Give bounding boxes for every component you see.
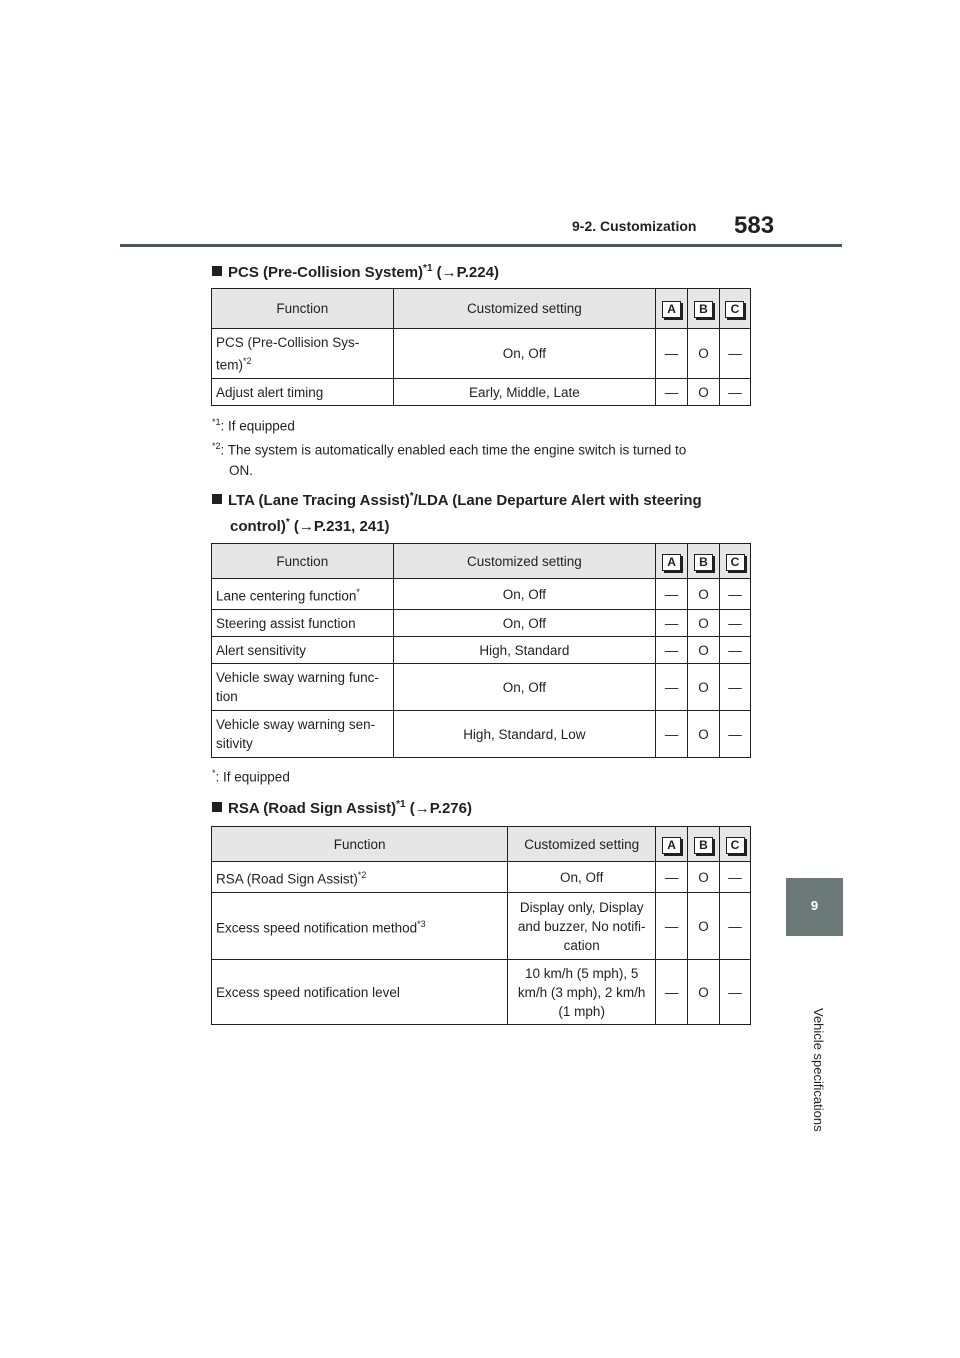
function-text: Excess speed notification method — [216, 920, 418, 936]
function-cell: Adjust alert timing — [212, 379, 394, 406]
table-header-row — [212, 544, 751, 579]
table-row — [212, 379, 751, 406]
section-heading-lta-line2: control)* (→P.231, 241) — [230, 517, 390, 535]
cell-c: — — [720, 579, 751, 610]
footnote — [212, 763, 290, 788]
column-header-setting: Customized setting — [508, 827, 656, 862]
section-heading-rsa: RSA (Road Sign Assist)$^{*1}$ (→P.276) — [212, 792, 472, 822]
function-cell: Excess speed notification level — [212, 960, 508, 1025]
table-header-row — [212, 827, 751, 862]
table-row — [212, 893, 751, 960]
table-row — [212, 862, 751, 893]
column-header-setting: Customized setting — [393, 289, 655, 329]
column-b-icon: B — [694, 301, 713, 318]
footnote-mark: *2 — [212, 441, 221, 451]
setting-cell: On, Off — [393, 664, 655, 711]
cell-a: — — [656, 862, 688, 893]
cell-a: — — [656, 637, 688, 664]
column-b-icon: B — [694, 837, 713, 854]
cell-c: — — [720, 862, 751, 893]
chapter-number: 9 — [810, 898, 819, 913]
function-cell — [212, 893, 508, 960]
footnote-text: : If equipped — [220, 418, 295, 434]
section-title-line2: control) — [230, 518, 286, 535]
column-header-b — [688, 827, 720, 862]
function-cell — [212, 862, 508, 893]
function-text: RSA (Road Sign Assist) — [216, 871, 358, 887]
superscript-mark: *1 — [396, 799, 406, 810]
setting-cell: On, Off — [393, 579, 655, 610]
arrow-right-icon: → — [441, 264, 457, 281]
setting-cell: High, Standard — [393, 637, 655, 664]
cell-b: O — [688, 579, 720, 610]
page-number: 583 — [734, 212, 775, 239]
function-text-line2: tem) — [216, 357, 243, 373]
column-header-a — [656, 827, 688, 862]
superscript-mark: *3 — [417, 918, 426, 929]
setting-text-line2: km/h (3 mph), 2 km/h — [517, 984, 646, 1000]
setting-cell: Early, Middle, Late — [393, 379, 655, 406]
cell-c: — — [719, 379, 750, 406]
cell-a: — — [656, 329, 688, 379]
page-reference-link[interactable]: P.224) — [456, 264, 499, 281]
setting-text: Display only, Display — [519, 899, 644, 915]
function-text: PCS (Pre-Collision Sys- — [216, 334, 360, 350]
pcs-settings-table — [211, 288, 751, 406]
header-divider — [120, 244, 842, 247]
cell-b: O — [688, 862, 720, 893]
cell-c: — — [720, 893, 751, 960]
footnote-mark: * — [212, 768, 216, 778]
superscript-mark: *1 — [423, 263, 433, 274]
function-cell: Alert sensitivity — [212, 637, 394, 664]
cell-b: O — [688, 664, 720, 711]
section-header-title: 9-2. Customization — [572, 218, 697, 234]
footnote-text-line2: ON. — [229, 462, 254, 478]
setting-cell — [508, 893, 656, 960]
setting-cell: On, Off — [508, 862, 656, 893]
cell-c: — — [720, 960, 751, 1025]
bullet-square-icon — [212, 266, 222, 276]
rsa-settings-table — [211, 826, 751, 1025]
cell-a: — — [656, 664, 688, 711]
superscript-mark: *2 — [357, 869, 367, 880]
superscript-mark: * — [356, 586, 360, 597]
table-row — [212, 579, 751, 610]
function-cell — [212, 329, 394, 379]
column-c-icon: C — [726, 837, 745, 854]
superscript-mark: * — [409, 491, 414, 502]
function-cell — [212, 711, 394, 758]
setting-cell — [508, 960, 656, 1025]
column-header-c — [720, 544, 751, 579]
cell-b: O — [688, 960, 720, 1025]
column-a-icon: A — [662, 301, 681, 318]
function-text: Lane centering function — [216, 588, 357, 604]
cell-c: — — [720, 664, 751, 711]
column-c-icon: C — [726, 554, 745, 571]
cell-b: O — [688, 893, 720, 960]
cell-a: — — [656, 893, 688, 960]
cell-a: — — [656, 379, 688, 406]
cell-c: — — [720, 610, 751, 637]
column-header-c — [720, 827, 751, 862]
column-header-function: Function — [212, 289, 394, 329]
function-cell — [212, 664, 394, 711]
table-row — [212, 637, 751, 664]
footnote — [212, 412, 295, 437]
setting-text-line3: cation — [563, 937, 600, 953]
function-text: Vehicle sway warning sen- — [216, 717, 376, 732]
setting-cell: On, Off — [393, 329, 655, 379]
page-reference-link[interactable]: P.231, 241) — [313, 518, 390, 535]
table-header-row — [212, 289, 751, 329]
function-cell — [212, 579, 394, 610]
cell-c: — — [720, 711, 751, 758]
arrow-right-icon: → — [298, 518, 314, 535]
cell-a: — — [656, 711, 688, 758]
footnote-text: : If equipped — [215, 769, 290, 785]
section-title: PCS (Pre-Collision System) — [228, 264, 424, 281]
cell-b: O — [688, 379, 720, 406]
cell-b: O — [688, 329, 720, 379]
cell-c: — — [719, 329, 750, 379]
cell-c: — — [720, 637, 751, 664]
function-text: Vehicle sway warning func- — [216, 670, 379, 685]
arrow-right-icon: → — [414, 800, 430, 817]
section-title: RSA (Road Sign Assist) — [228, 800, 397, 817]
column-header-setting: Customized setting — [393, 544, 655, 579]
cell-a: — — [656, 579, 688, 610]
chapter-tab — [786, 878, 843, 936]
column-header-c — [719, 289, 750, 329]
column-a-icon: A — [662, 837, 681, 854]
footnote-text: : The system is automatically enabled each time the engine switch is turned to — [220, 442, 687, 458]
table-row — [212, 329, 751, 379]
setting-cell: High, Standard, Low — [393, 711, 655, 758]
cell-b: O — [688, 637, 720, 664]
column-header-a — [656, 289, 688, 329]
section-title: LTA (Lane Tracing Assist) — [228, 492, 410, 509]
cell-a: — — [656, 960, 688, 1025]
lta-settings-table — [211, 543, 751, 758]
section-title-part2: /LDA (Lane Departure Alert with steering — [413, 492, 702, 509]
table-row — [212, 610, 751, 637]
column-header-b — [688, 544, 720, 579]
table-row — [212, 664, 751, 711]
footnote — [212, 436, 686, 481]
chapter-title: Vehicle specifications — [811, 1008, 826, 1132]
function-cell: Steering assist function — [212, 610, 394, 637]
footnote-mark: *1 — [212, 417, 221, 427]
column-header-b — [688, 289, 720, 329]
setting-cell: On, Off — [393, 610, 655, 637]
function-text-line2: sitivity — [216, 736, 253, 751]
column-a-icon: A — [662, 554, 681, 571]
setting-text-line3: (1 mph) — [558, 1003, 605, 1019]
table-row — [212, 711, 751, 758]
table-row — [212, 960, 751, 1025]
superscript-mark: * — [285, 517, 290, 528]
setting-text-line2: and buzzer, No notifi- — [517, 918, 646, 934]
column-header-function: Function — [212, 827, 508, 862]
section-heading-pcs: PCS (Pre-Collision System)$^{*1}$ (→P.224) — [212, 256, 499, 286]
page-reference-link[interactable]: P.276) — [429, 800, 472, 817]
setting-text: 10 km/h (5 mph), 5 — [525, 965, 639, 981]
bullet-square-icon — [212, 494, 222, 504]
cell-b: O — [688, 610, 720, 637]
function-text-line2: tion — [216, 689, 238, 704]
superscript-mark: *2 — [243, 355, 252, 366]
bullet-square-icon — [212, 802, 222, 812]
cell-b: O — [688, 711, 720, 758]
column-header-a — [656, 544, 688, 579]
column-header-function: Function — [212, 544, 394, 579]
cell-a: — — [656, 610, 688, 637]
column-b-icon: B — [694, 554, 713, 571]
column-c-icon: C — [725, 301, 744, 318]
